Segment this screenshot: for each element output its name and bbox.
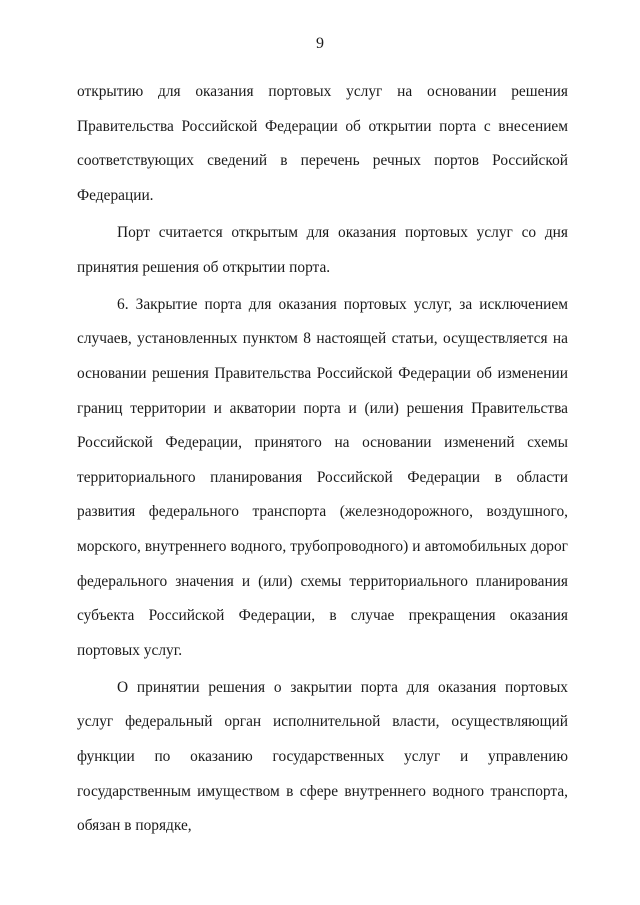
paragraph-closure-decision: О принятии решения о закрытии порта для оказания портовых услуг федеральный орган исполнительной власти, осуществляющий функции по оказанию государственных услуг и управлению государственным имуществом в сфере внутреннего водного транспорта, обязан в порядке,: [77, 678, 568, 835]
paragraph-port-opened: Порт считается открытым для оказания портовых услуг со дня принятия решения об открытии порта.: [77, 223, 568, 276]
document-body: [77, 75, 568, 846]
paragraph-item-6: 6. Закрытие порта для оказания портовых услуг, за исключением случаев, установленных пунктом 8 настоящей статьи, осуществляется на основании решения Правительства Российской Федерации об изменении границ территории и акватории порта и (или) решения Правительства Российской Федерации, принятого на основании изменений схемы территориального планирования Российской Федерации в области развития федерального транспорта (железнодорожного, воздушного, морского, внутреннего водного, трубопроводного) и автомобильных дорог федерального значения и (или) схемы территориального планирования субъекта Российской Федерации, в случае прекращения оказания портовых услуг.: [77, 295, 568, 659]
paragraph-continuation: открытию для оказания портовых услуг на основании решения Правительства Российской Федерации об открытии порта с внесением соответствующих сведений в перечень речных портов Российской Федерации.: [77, 83, 568, 204]
page-number: 9: [316, 35, 324, 52]
